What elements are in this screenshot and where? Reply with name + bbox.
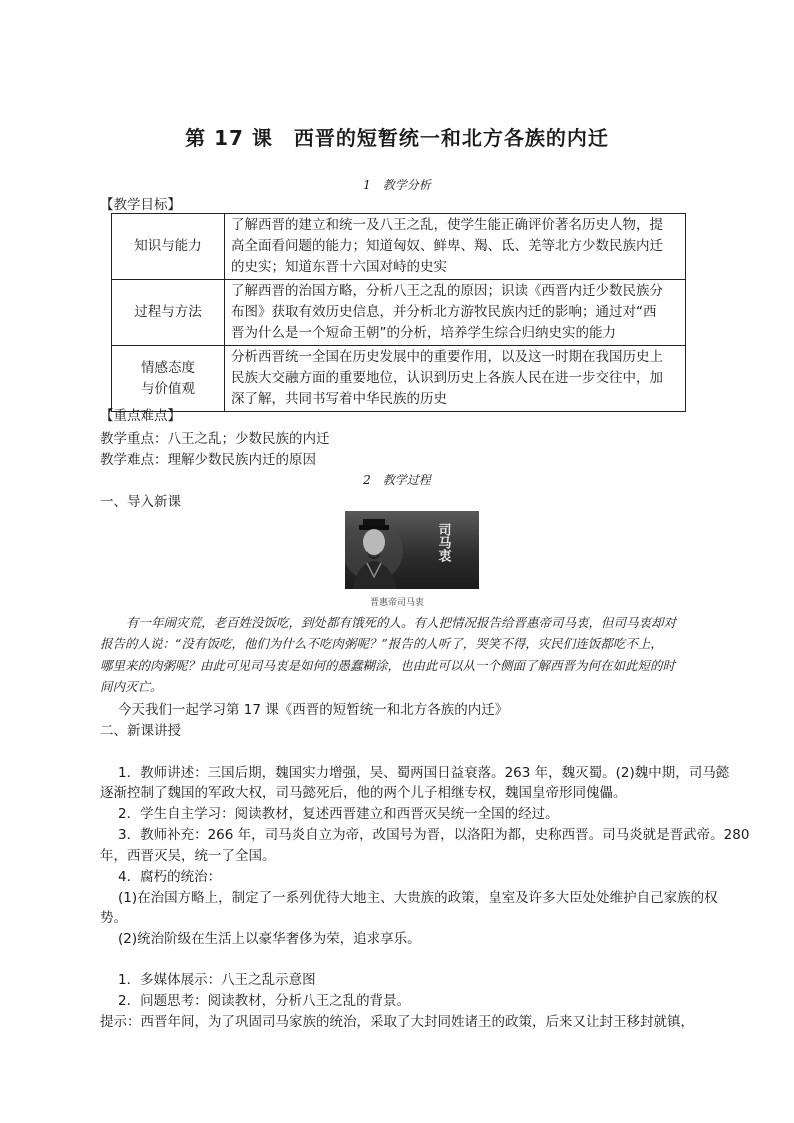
key-points-label: 【重点难点】 <box>100 408 181 424</box>
body-line: (1)在治国方略上，制定了一系列优待大地主、大贵族的政策，皇室及许多大臣处处维护自己家族的权 <box>118 890 718 906</box>
story-line: 间内灭亡。 <box>100 679 163 694</box>
goal-category: 过程与方法 <box>112 280 225 346</box>
body-line: 1．多媒体展示：八王之乱示意图 <box>118 972 316 988</box>
goal-description: 分析西晋统一全国在历史发展中的重要作用，以及这一时期在我国历史上 民族大交融方面的重要地位，认识到历史上各族人民在进一步交往中，加 深了解，共同书写着中华民族的历史 <box>225 346 686 412</box>
goals-row-values <box>112 346 686 412</box>
goals-row-process <box>112 280 686 346</box>
section-heading-process: 2 教学过程 <box>363 473 431 487</box>
body-line: 年，西晋灭吴，统一了全国。 <box>100 848 276 864</box>
part-heading-intro: 一、导入新课 <box>100 494 181 510</box>
portrait-name-text: 司马衷 <box>435 523 451 562</box>
goal-category: 情感态度 与价值观 <box>112 346 225 412</box>
intro-text: 今天我们一起学习第 17 课《西晋的短暂统一和北方各族的内迁》 <box>118 702 509 718</box>
story-line: 报告的人说：“没有饭吃，他们为什么不吃肉粥呢？”报告的人听了，哭笑不得，灾民们连饭都吃不上， <box>100 636 663 651</box>
goals-label: 【教学目标】 <box>100 197 181 213</box>
body-line: 提示：西晋年间，为了巩固司马家族的统治，采取了大封同姓诸王的政策，后来又让封王移封就镇， <box>100 1014 694 1030</box>
goal-description: 了解西晋的建立和统一及八王之乱，使学生能正确评价著名历史人物，提 高全面看问题的能力；知道匈奴、鲜卑、羯、氐、羌等北方少数民族内迁 的史实；知道东晋十六国对峙的史实 <box>225 214 686 280</box>
key-point: 教学重点：八王之乱；少数民族的内迁 <box>100 431 330 447</box>
teaching-goals-table <box>111 213 686 412</box>
body-line: 2．学生自主学习：阅读教材，复述西晋建立和西晋灭吴统一全国的经过。 <box>118 806 559 822</box>
goal-category: 知识与能力 <box>112 214 225 280</box>
part-heading-lecture: 二、新课讲授 <box>100 723 181 739</box>
body-line: (2)统治阶级在生活上以豪华奢侈为荣，追求享乐。 <box>118 931 421 947</box>
body-line: 2．问题思考：阅读教材，分析八王之乱的背景。 <box>118 993 411 1009</box>
body-line: 1．教师讲述：三国后期，魏国实力增强，吴、蜀两国日益衰落。263 年，魏灭蜀。(2)魏中期，司马懿 <box>118 765 730 781</box>
lesson-title: 第 17 课 西晋的短暂统一和北方各族的内迁 <box>185 126 609 150</box>
portrait-caption: 晋惠帝司马衷 <box>369 598 424 608</box>
body-line: 逐渐控制了魏国的军政大权，司马懿死后，他的两个儿子相继专权，魏国皇帝形同傀儡。 <box>100 785 627 801</box>
story-line: 哪里来的肉粥呢？由此可见司马衷是如何的愚蠢糊涂，也由此可以从一个侧面了解西晋为何在如此短的时 <box>100 658 676 673</box>
goals-row-knowledge <box>112 214 686 280</box>
body-line: 4．腐朽的统治： <box>118 869 222 885</box>
story-line: 有一年闹灾荒，老百姓没饭吃，到处都有饿死的人。有人把情况报告给晋惠帝司马衷，但司马衷却对 <box>126 615 677 630</box>
body-line: 势。 <box>100 910 127 926</box>
body-line: 3．教师补充：266 年，司马炎自立为帝，改国号为晋，以洛阳为都，史称西晋。司马炎就是晋武帝。280 <box>118 827 750 843</box>
section-heading-analysis: 1 教学分析 <box>363 178 431 192</box>
difficult-point: 教学难点：理解少数民族内迁的原因 <box>100 452 316 468</box>
portrait-image <box>345 511 479 589</box>
goal-description: 了解西晋的治国方略，分析八王之乱的原因；识读《西晋内迁少数民族分 布图》获取有效历史信息，并分析北方游牧民族内迁的影响；通过对“西 晋为什么是一个短命王朝”的分析，培养学生综合归纳史实的能力 <box>225 280 686 346</box>
